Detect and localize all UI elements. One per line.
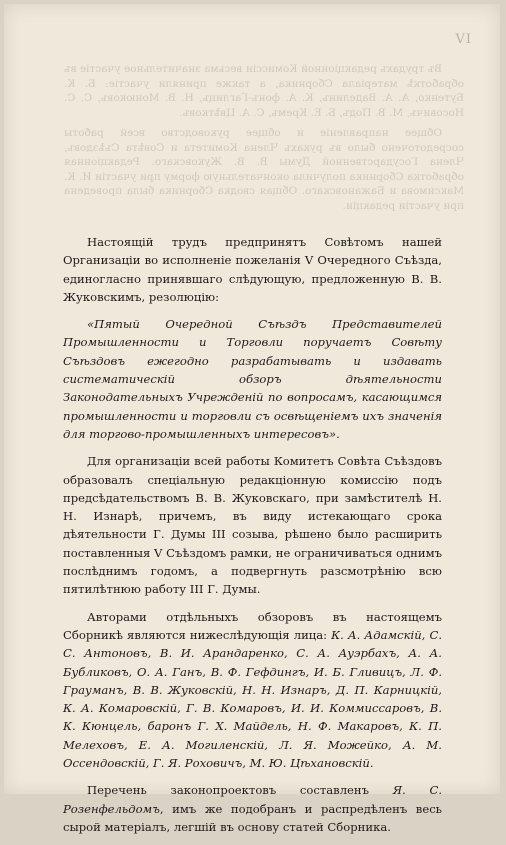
authors-paragraph (63, 608, 442, 773)
intro-paragraph: Настоящій трудъ предпринятъ Совѣтомъ нашей Организаціи во исполненіе пожеланія V Очередного Съѣзда, единогласно принявшаго слѣдующую, предложенную В. В. Жуковскимъ, резолюцію: (63, 235, 442, 304)
bills-rest: , имъ же подобранъ и распредѣленъ весь сырой матеріалъ, легшій въ основу статей Сборника. (63, 801, 442, 834)
document-page (4, 4, 500, 834)
authors-lead: Авторами отдѣльныхъ обзоровъ въ настоящемъ Сборникѣ являются нижеслѣдующія лица: (63, 609, 442, 642)
page-number: VI (455, 32, 472, 47)
bills-lead: Перечень законопроектовъ составленъ (87, 783, 393, 798)
bills-compiler-name: Я. С. Розенфельдомъ (63, 783, 443, 816)
authors-names: К. А. Адамскій, С. С. Антоновъ, В. И. Арандаренко, С. А. Ауэрбахъ, А. А. Бубликовъ, О. А. Ганъ, В. Ф. Гефдингъ, И. Б. Гливицъ, Л. Ф. Грауманъ, В. В. Жуковскій, Н. Н. Изнаръ, Д. П. Карницкій, К. А. Комаровскій, Г. В. Комаровъ, И. И. Коммиссаровъ, В. К. Кюнцель, баронъ Г. Х. Майдель, Н. Ф. Макаровъ, К. П. Мелеховъ, Е. А. Могиленскій, Л. Я. Можейко, А. М. Оссендовскій, Г. Я. Роховичъ, М. Ю. Цѣхановскій. (63, 627, 442, 771)
bills-paragraph (63, 781, 442, 836)
resolution-quote: «Пятый Очередной Съѣздъ Представителей Промышленности и Торговли поручаетъ Совѣту Съѣздовъ ежегодно разрабатывать и издавать систематическій обзоръ дѣятельности Законодательныхъ Учрежденій по вопросамъ, касающимся промышленности и торговли съ освѣщеніемъ ихъ значенія для торгово-промышленныхъ интересовъ». (63, 317, 442, 441)
bleed-through-text (64, 62, 464, 219)
bleed-through-paragraph: Въ трудахъ редакціонной Комиссіи весьма значительное участіе въ обработкѣ матеріала Сборника, а также приняли участіе: Б. К. Бутенко, А. А. Ваделинъ, К. А. фонъ-Гаглицъ, Н. В. Монюковъ, С. С. Носовичъ, М. В. Подъ, Б. Е. Кремъ, С. А. Цвѣтковъ. (64, 63, 464, 119)
bleed-through-paragraph: Общее направленіе и общее руководство всей работы сосредоточено было въ рукахъ Члена Комитета и Совѣта Съѣздовъ, Члена Государственной Думы В. В. Жуковскаго. Редакціонная обработка Сборника получила окончательную форму при участіи И. К. Максимова и Бажановскаго. Общая сводка Сборника была проведена при участіи редакціи. (64, 127, 464, 212)
commission-paragraph: Для организаціи всей работы Комитетъ Совѣта Съѣздовъ образовалъ спеціальную редакціонную комиссію подъ предсѣдательствомъ В. В. Жуковскаго, при замѣстителѣ Н. Н. Изнарѣ, причемъ, въ виду истекающаго срока дѣятельности Г. Думы III созыва, рѣшено было расширить поставленныя V Съѣздомъ рамки, не ограничиваться однимъ послѣднимъ годомъ, а подвергнуть разсмотрѣнію всю пятилѣтнюю работу III Г. Думы. (63, 454, 442, 597)
main-text (63, 233, 442, 845)
